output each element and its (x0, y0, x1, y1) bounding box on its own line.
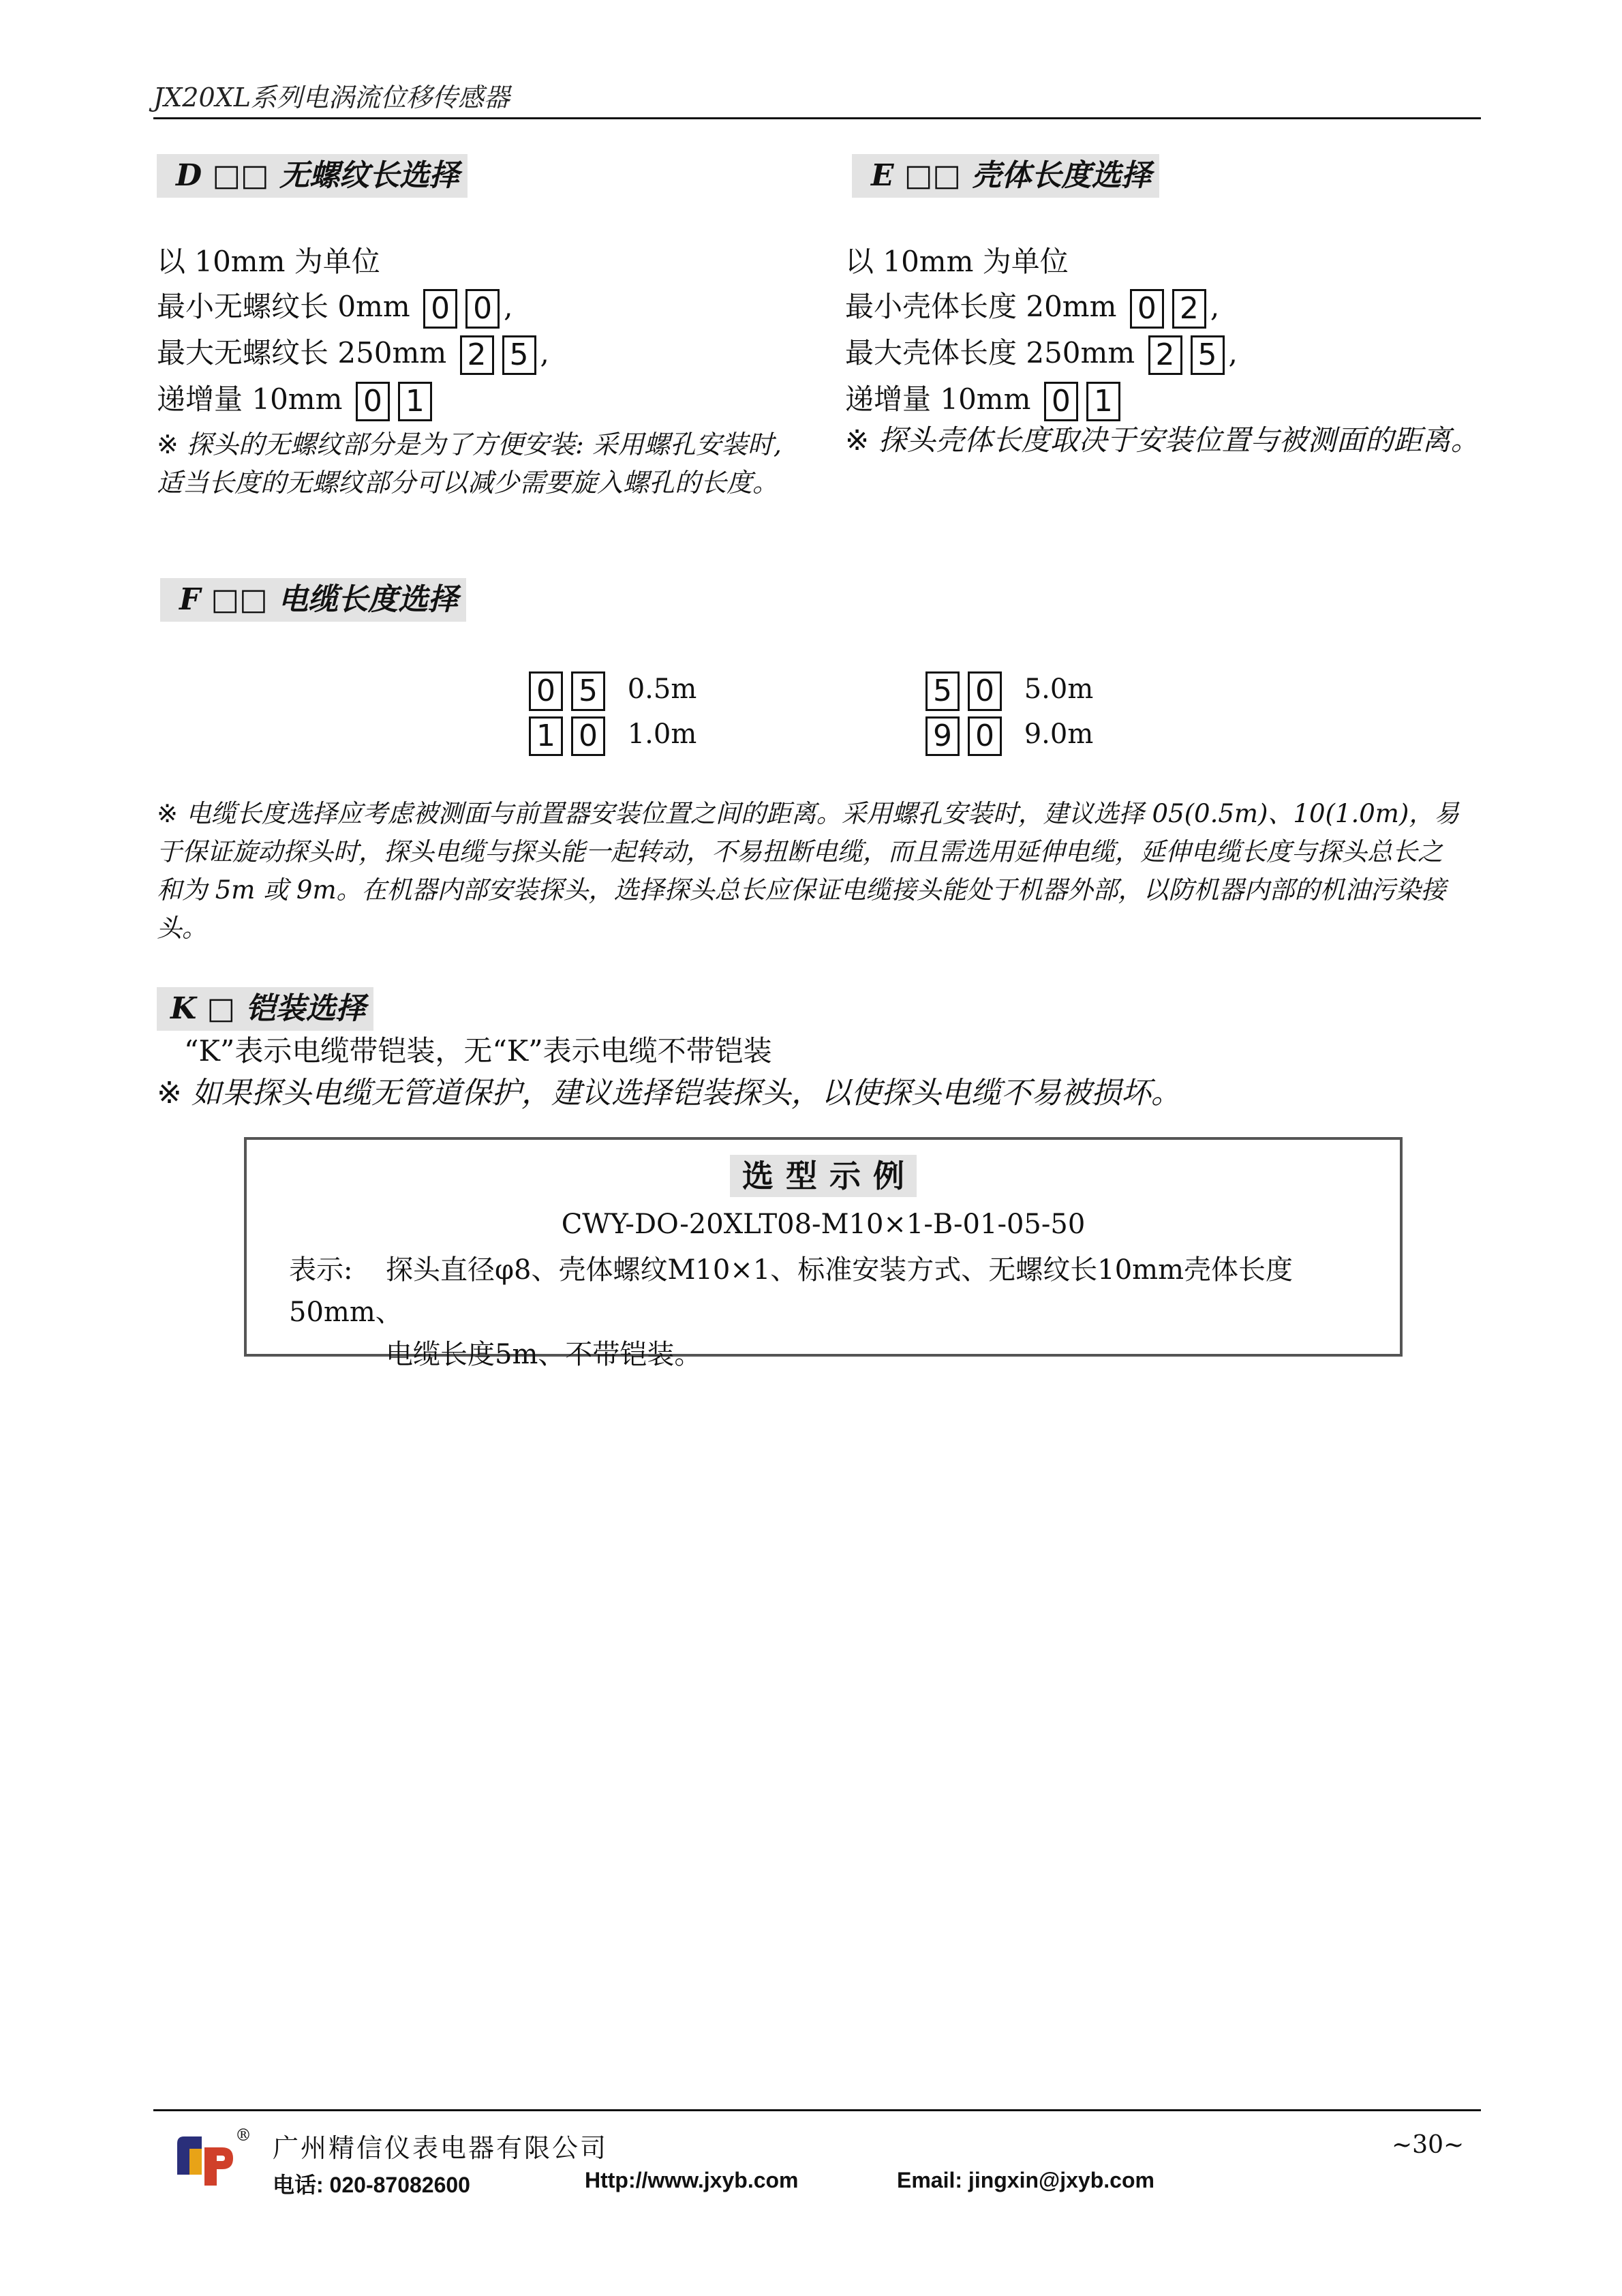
section-d-min-row (157, 285, 512, 329)
note-mark: ※ (157, 429, 179, 459)
digit-box: 9 (925, 716, 960, 756)
digit-box: 0 (356, 382, 390, 421)
footer-email[interactable]: Email: jingxin@jxyb.com (897, 2168, 1154, 2192)
section-e-note-text: 探头壳体长度取决于安装位置与被测面的距离。 (878, 423, 1480, 457)
section-d-min-label: 最小无螺纹长 0mm (157, 290, 410, 323)
section-d-note-text: 探头的无螺纹部分是为了方便安装: 采用螺孔安装时,适当长度的无螺纹部分可以减少需要旋入螺孔的长度。 (157, 429, 782, 498)
digit-box: 5 (925, 671, 960, 711)
footer-phone: 电话: 020-87082600 (273, 2173, 470, 2197)
digit-box: 5 (1191, 335, 1225, 375)
example-title: 选型示例 (730, 1155, 917, 1197)
section-e-min-row (845, 285, 1219, 329)
section-d-max-label: 最大无螺纹长 250mm (157, 336, 447, 369)
section-k-desc: “K”表示电缆带铠装，无“K”表示电缆不带铠装 (184, 1034, 772, 1068)
section-f-note (157, 795, 1465, 948)
digit-box: 0 (465, 289, 500, 329)
example-title-wrap (247, 1155, 1400, 1197)
section-e-min-label: 最小壳体长度 20mm (845, 290, 1117, 323)
page-number: ~30~ (1392, 2131, 1465, 2159)
digit-box: 1 (529, 716, 563, 756)
section-e-title: E □□ 壳体长度选择 (852, 154, 1159, 198)
note-mark: ※ (845, 423, 870, 457)
cable-option (525, 712, 697, 757)
cable-option (921, 667, 1093, 712)
note-mark: ※ (157, 799, 179, 828)
example-desc-line2: 电缆长度5m、不带铠装。 (386, 1339, 702, 1370)
digit-box: 0 (968, 716, 1002, 756)
footer-divider (153, 2109, 1481, 2111)
cable-option-value: 0.5m (627, 674, 697, 705)
section-f-note-text: 电缆长度选择应考虑被测面与前置器安装位置之间的距离。采用螺孔安装时，建议选择 05(0.5m)、10(1.0m)，易于保证旋动探头时，探头电缆与探头能一起转动，不易扭断电缆，而且需选用延伸电缆，延伸电缆长度与探头总长之和为 5m 或 9m。在机器内部安装探头，选择探头总长应保证电缆接头能处于机器外部，以防机器内部的机油污染接头。 (157, 799, 1460, 943)
example-desc-line1: 探头直径φ8、壳体螺纹M10×1、标准安装方式、无螺纹长10mm壳体长度50mm、 (289, 1254, 1294, 1328)
digit-box: 2 (460, 335, 494, 375)
digit-box: 2 (1172, 289, 1206, 329)
header-divider (153, 117, 1481, 119)
punct: , (540, 336, 549, 369)
digit-box: 0 (1130, 289, 1164, 329)
section-e-note (845, 420, 1486, 461)
section-k-note (157, 1072, 1181, 1115)
section-k-title: K □ 铠装选择 (157, 987, 373, 1031)
note-mark: ※ (157, 1076, 182, 1111)
punct: , (1228, 336, 1238, 369)
punct: , (504, 290, 513, 323)
section-d-title: D □□ 无螺纹长选择 (157, 154, 468, 198)
example-code: CWY-DO-20XLT08-M10×1-B-01-05-50 (561, 1209, 1086, 1240)
digit-box: 5 (571, 671, 605, 711)
example-description (289, 1249, 1379, 1376)
cable-option (921, 712, 1093, 757)
selection-example-box (244, 1137, 1403, 1370)
section-e-step-label: 递增量 10mm (845, 382, 1031, 416)
punct: , (1210, 290, 1220, 323)
digit-box: 2 (1148, 335, 1182, 375)
footer-website[interactable]: Http://www.jxyb.com (585, 2168, 799, 2192)
digit-box: 0 (968, 671, 1002, 711)
section-e-max-label: 最大壳体长度 250mm (845, 336, 1135, 369)
cable-option-value: 5.0m (1024, 674, 1094, 705)
cable-option-value: 9.0m (1024, 719, 1094, 750)
digit-box: 1 (1086, 382, 1120, 421)
section-d-max-row (157, 331, 549, 375)
section-e-unit: 以 10mm 为单位 (845, 245, 1069, 278)
digit-box: 0 (423, 289, 457, 329)
section-k-note-text: 如果探头电缆无管道保护，建议选择铠装探头，以使探头电缆不易被损坏。 (191, 1076, 1181, 1111)
cable-option (525, 667, 697, 712)
company-name: 广州精信仪表电器有限公司 (273, 2133, 609, 2163)
section-e-step-row (845, 378, 1124, 421)
header-title: JX20XL系列电涡流位移传感器 (153, 82, 510, 112)
digit-box: 0 (1044, 382, 1078, 421)
registered-mark: ® (235, 2126, 251, 2145)
section-d-note (157, 425, 797, 502)
company-logo-icon (174, 2134, 236, 2188)
section-f-title: F □□ 电缆长度选择 (160, 578, 466, 622)
section-d-unit: 以 10mm 为单位 (157, 245, 380, 278)
digit-box: 0 (571, 716, 605, 756)
section-d-step-row (157, 378, 436, 421)
section-e-max-row (845, 331, 1238, 375)
digit-box: 5 (502, 335, 536, 375)
example-label: 表示: (289, 1254, 353, 1286)
digit-box: 0 (529, 671, 563, 711)
cable-option-value: 1.0m (627, 719, 697, 750)
section-d-step-label: 递增量 10mm (157, 382, 343, 416)
digit-box: 1 (398, 382, 432, 421)
